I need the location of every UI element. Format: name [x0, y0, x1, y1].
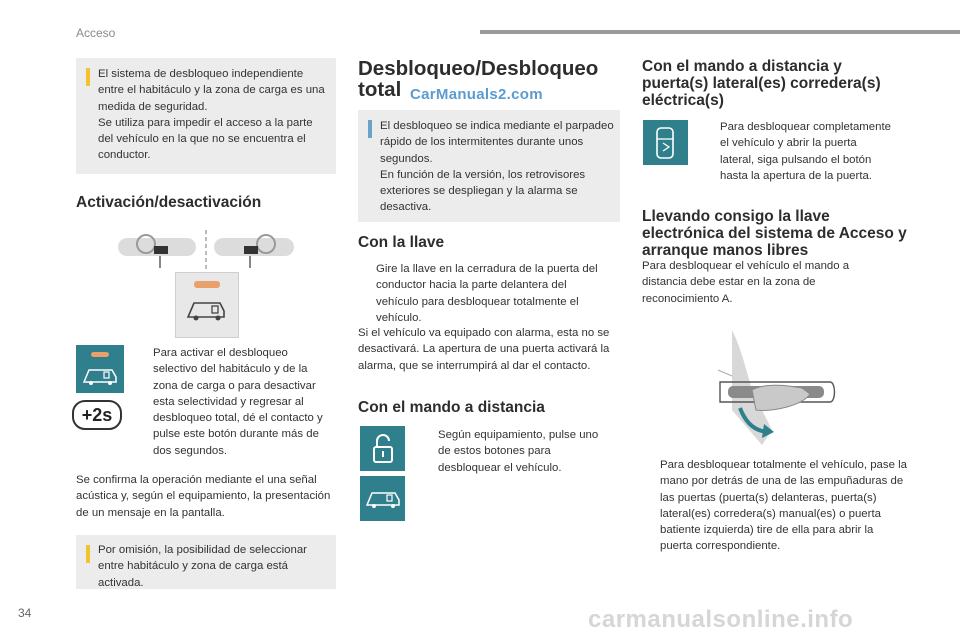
- confirmation-paragraph: Se confirma la operación mediante el una señal acústica y, según el equipamiento, la presentación de un mensaje en la pantalla.: [76, 474, 331, 519]
- remote-cargo-button-icon: [360, 476, 405, 521]
- watermark: carmanualsonline.info: [588, 606, 854, 633]
- keyless-instruction: [642, 457, 907, 555]
- sliding-door-icon: [651, 125, 681, 161]
- heading-with-key: Con la llave: [358, 234, 445, 251]
- orange-led-icon: [91, 352, 109, 357]
- sliding-door-instruction-text: Para desbloquear completamente el vehículo y abrir la puerta lateral, siga pulsando el botón hasta la apertura de la puerta.: [720, 121, 891, 182]
- info-note-default: [76, 535, 336, 589]
- note-text: El desbloqueo se indica mediante el parpadeo rápido de los intermitentes durante unos segundos. En función de la versión, los retrovisores exteriores se despliegan y la alarma se desactiva.: [380, 120, 614, 214]
- keyless-paragraph: Para desbloquear el vehículo el mando a distancia debe estar en la zona de reconocimiento A.: [642, 260, 850, 305]
- instruction-text: Para activar el desbloqueo selectivo del habitáculo y de la zona de carga o para desactivar esta selectividad y regresar al desbloqueo total, dé el contacto y pulse este botón durante más de dos segundos.: [153, 347, 323, 457]
- heading-remote-sliding-door: Con el mando a distancia y puerta(s) lateral(es) corredera(s) eléctrica(s): [642, 58, 881, 109]
- heading-unlock-total: Desbloqueo/Desbloqueo total: [358, 57, 599, 101]
- page-number: 34: [18, 606, 32, 620]
- note-text: Por omisión, la posibilidad de seleccionar entre habitáculo y zona de carga está activada.: [98, 544, 307, 589]
- keyless-instruction-text: Para desbloquear totalmente el vehículo, pase la mano por detrás de una de las empuñaduras de las puertas (puerta(s) delanteras, puerta(s) lateral(es) corredera(s) manual(es) o puerta batiente izquierda) tire de ella para abrir la puerta correspondiente.: [660, 459, 907, 553]
- heading-activation: Activación/desactivación: [76, 194, 262, 211]
- heading-with-remote: Con el mando a distancia: [358, 399, 545, 416]
- van-icon: [365, 488, 401, 510]
- info-note-unlock: [358, 110, 620, 222]
- remote-unlock-button-icon: [360, 426, 405, 471]
- remote-instruction-text: Según equipamiento, pulse uno de estos botones para desbloquear el vehículo.: [438, 429, 599, 474]
- van-icon: [82, 365, 118, 387]
- two-seconds-badge: +2s: [72, 400, 122, 430]
- instruction-activate: [135, 345, 335, 459]
- van-lock-icon: [186, 297, 228, 323]
- selective-unlock-button-illustration: [175, 272, 239, 338]
- dashboard-illustration: [110, 222, 305, 278]
- header-rule: [480, 30, 960, 34]
- info-note-independent-unlock: [76, 58, 336, 174]
- key-alarm-paragraph: Si el vehículo va equipado con alarma, esta no se desactivará. La apertura de una puerta activará la alarma, que se interrumpirá al dar el contacto.: [358, 327, 610, 372]
- section-label: Acceso: [76, 26, 116, 40]
- site-logo: CarManuals2.com: [410, 86, 543, 103]
- key-instruction-text: Gire la llave en la cerradura de la puerta del conductor hacia la parte delantera del vehículo para desbloquear totalmente el vehículo.: [376, 263, 598, 324]
- key-instruction: [358, 261, 608, 326]
- note-text: El sistema de desbloqueo independiente entre el habitáculo y la zona de carga es una medida de seguridad. Se utiliza para impedir el acceso a la parte del vehículo en la que no se encuentra el conductor.: [98, 68, 325, 162]
- remote-instruction: [420, 427, 600, 476]
- sliding-door-button-icon: [643, 120, 688, 165]
- indicator-led: [194, 281, 220, 288]
- heading-keyless: Llevando consigo la llave electrónica del sistema de Acceso y arranque manos libres: [642, 208, 907, 259]
- note-accent-bar: [86, 68, 90, 86]
- padlock-open-icon: [371, 433, 395, 465]
- selective-button-icon: [76, 345, 124, 393]
- sliding-door-instruction: [702, 119, 892, 184]
- note-accent-bar: [86, 545, 90, 563]
- note-accent-bar: [368, 120, 372, 138]
- door-handle-hand-illustration: [712, 320, 842, 450]
